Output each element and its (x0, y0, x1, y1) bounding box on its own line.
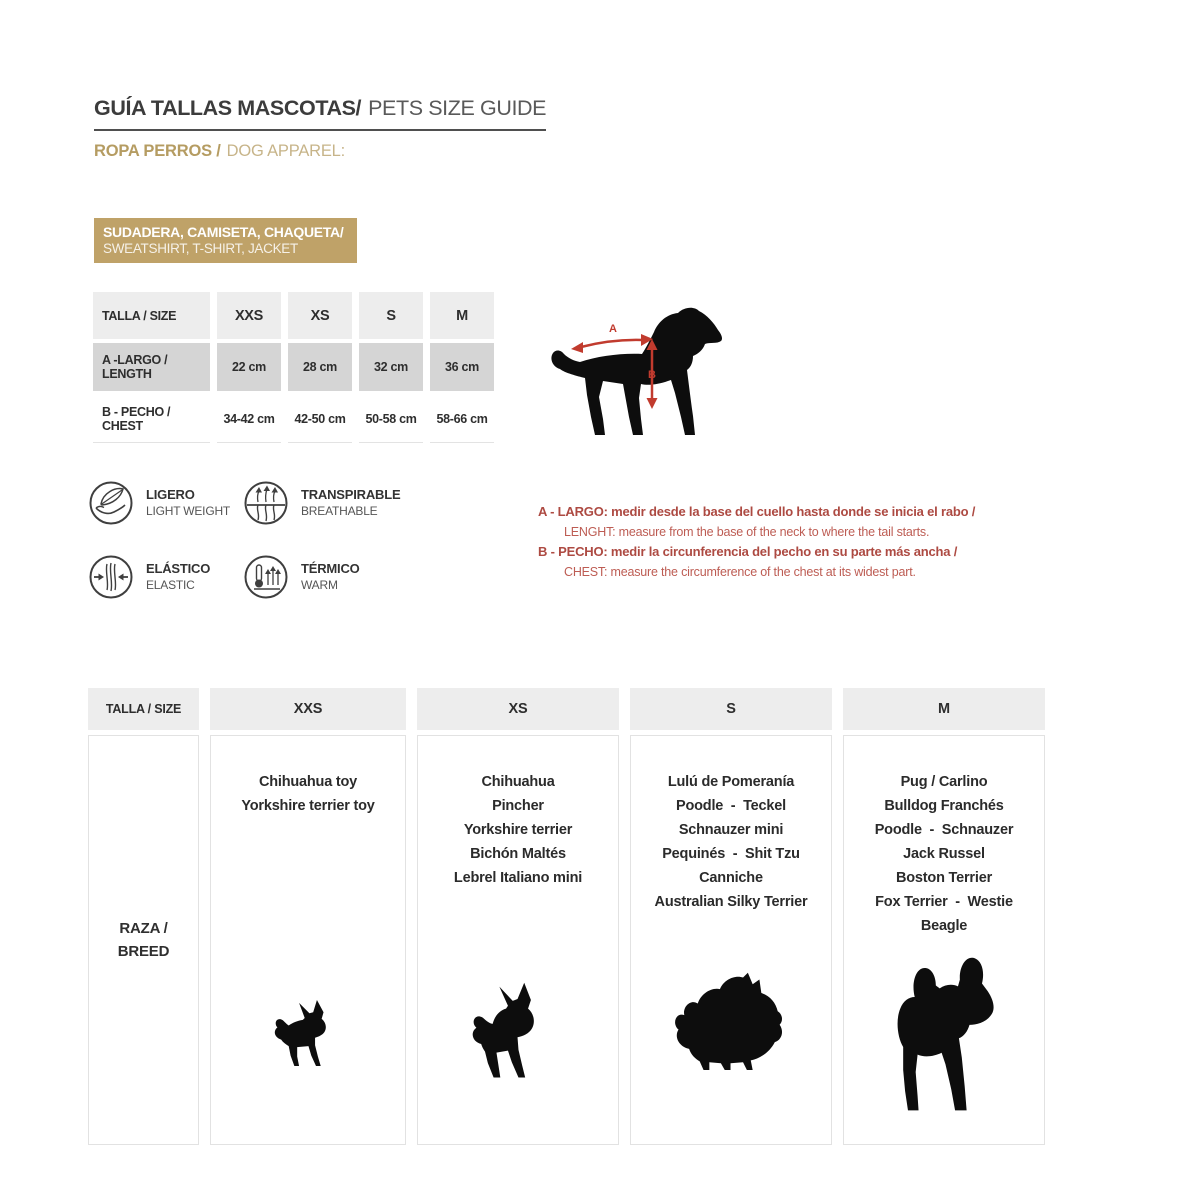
breed-item: Schnauzer mini (678, 822, 784, 838)
breed-item: Chihuahua toy (258, 774, 358, 790)
note-a-es: A - LARGO: medir desde la base del cuello hasta donde se inicia el rabo / (538, 504, 976, 519)
arrow-b-label: B (648, 369, 656, 381)
breed-table (88, 688, 1045, 1145)
breed-column-m (843, 735, 1045, 1145)
breed-item: Yorkshire terrier toy (241, 798, 375, 814)
long-haired-chihuahua-silhouette (463, 975, 573, 1090)
length-row-label: A -LARGO / LENGTH (93, 343, 210, 391)
elastic-stretch-icon (88, 554, 134, 600)
breed-item: Canniche (699, 870, 763, 886)
breed-header-xs: XS (417, 688, 619, 730)
breed-header-m: M (843, 688, 1045, 730)
breed-column-xs (417, 735, 619, 1145)
note-b-en: CHEST: measure the circumference of the chest at its widest part. (564, 565, 916, 579)
breed-item: Pug / Carlino (900, 774, 988, 790)
breed-item: Australian Silky Terrier (654, 894, 808, 910)
breed-item: Pequinés - Shit Tzu (662, 846, 800, 862)
thermometer-icon (243, 554, 289, 600)
note-a-en: LENGHT: measure from the base of the neck to where the tail starts. (564, 525, 930, 539)
breed-header-xxs: XXS (210, 688, 406, 730)
feature-name-es: TRANSPIRABLE (301, 487, 401, 503)
feature-name-en: WARM (301, 577, 338, 592)
breed-row-label (88, 735, 199, 1145)
subtitle-en: DOG APPAREL: (226, 142, 346, 160)
breed-item: Yorkshire terrier (463, 822, 573, 838)
feather-hand-icon (88, 480, 134, 526)
feature-lightweight (88, 480, 230, 526)
pomeranian-silhouette (666, 966, 796, 1096)
breed-item: Bichón Maltés (470, 846, 566, 862)
feature-breathable (243, 480, 400, 526)
page-title (94, 96, 546, 131)
breed-item: Jack Russel (903, 846, 985, 862)
garment-category-banner (94, 218, 357, 263)
feature-name-es: TÉRMICO (301, 561, 360, 577)
breed-column-xxs (210, 735, 406, 1145)
breed-item: Poodle - Teckel (676, 798, 786, 814)
section-subtitle (94, 142, 345, 161)
chest-xs: 42-50 cm (288, 395, 352, 443)
breed-row-label-line1: RAZA / (119, 919, 168, 937)
breed-row-label-line2: BREED (117, 943, 170, 960)
feature-warm (243, 554, 360, 600)
page-title-es: GUÍA TALLAS MASCOTAS/ (94, 96, 362, 121)
length-xxs: 22 cm (217, 343, 281, 391)
feature-name-es: ELÁSTICO (146, 561, 211, 577)
breed-item: Poodle - Schnauzer (874, 822, 1014, 838)
size-table-corner: TALLA / SIZE (93, 292, 210, 339)
size-header-xxs: XXS (217, 292, 281, 339)
labrador-silhouette (551, 308, 722, 435)
size-header-m: M (430, 292, 494, 339)
page-title-en: PETS SIZE GUIDE (368, 96, 547, 121)
breed-column-s (630, 735, 832, 1145)
breed-table-corner: TALLA / SIZE (88, 688, 199, 730)
feature-name-en: BREATHABLE (301, 503, 378, 518)
feature-name-es: LIGERO (146, 487, 195, 503)
length-xs: 28 cm (288, 343, 352, 391)
breed-item: Lebrel Italiano mini (453, 870, 583, 886)
breed-item: Fox Terrier - Westie (875, 894, 1013, 910)
breed-item: Boston Terrier (895, 870, 993, 886)
breed-item: Bulldog Franchés (884, 798, 1004, 814)
breathable-fabric-icon (243, 480, 289, 526)
length-arrow-a (571, 334, 653, 353)
dog-measurement-diagram (548, 303, 743, 453)
feature-name-en: LIGHT WEIGHT (146, 503, 231, 518)
chest-m: 58-66 cm (430, 395, 494, 443)
feature-name-en: ELASTIC (146, 577, 195, 592)
breed-item: Lulú de Pomeranía (667, 774, 795, 790)
breed-header-s: S (630, 688, 832, 730)
chest-s: 50-58 cm (359, 395, 423, 443)
chest-row-label: B - PECHO / CHEST (93, 395, 210, 443)
breed-item: Beagle (920, 918, 968, 934)
size-header-xs: XS (288, 292, 352, 339)
subtitle-es: ROPA PERROS / (94, 142, 221, 160)
breed-item: Chihuahua (481, 774, 555, 790)
banner-line-en: SWEATSHIRT, T-SHIRT, JACKET (103, 241, 298, 256)
size-table (93, 292, 494, 443)
banner-line-es: SUDADERA, CAMISETA, CHAQUETA/ (103, 224, 344, 240)
chihuahua-silhouette (268, 990, 348, 1076)
chest-xxs: 34-42 cm (217, 395, 281, 443)
measuring-instructions (538, 502, 975, 582)
feature-elastic (88, 554, 210, 600)
length-m: 36 cm (430, 343, 494, 391)
length-s: 32 cm (359, 343, 423, 391)
french-bulldog-silhouette (882, 947, 1007, 1120)
arrow-a-label: A (609, 323, 617, 335)
size-header-s: S (359, 292, 423, 339)
breed-item: Pincher (492, 798, 544, 814)
note-b-es: B - PECHO: medir la circunferencia del pecho en su parte más ancha / (538, 544, 958, 559)
